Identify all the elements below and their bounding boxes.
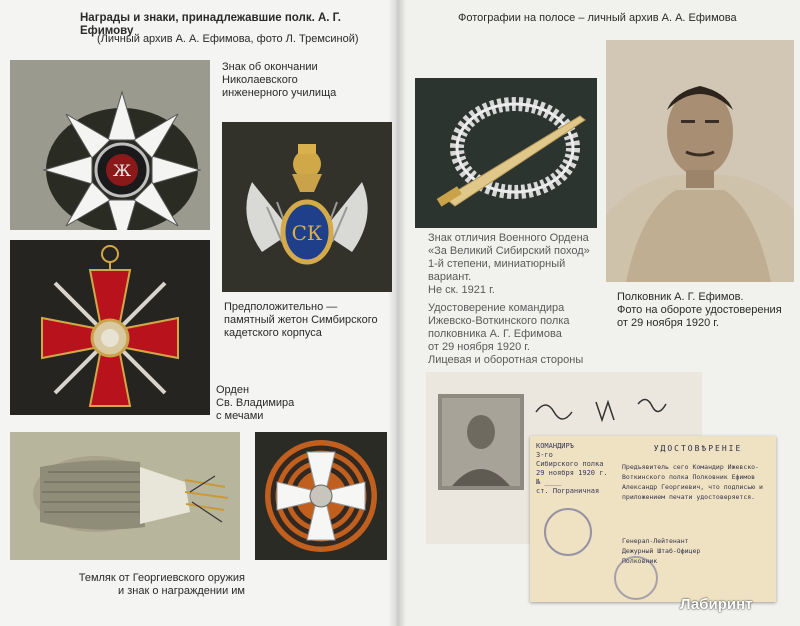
caption-cadet-token bbox=[224, 301, 384, 340]
caption-line: кадетского корпуса bbox=[224, 327, 322, 339]
caption-certificate bbox=[428, 302, 608, 367]
caption-line: Знак об окончании Николаевского bbox=[222, 61, 318, 86]
svg-text:Ж: Ж bbox=[113, 161, 131, 180]
certificate-body bbox=[622, 462, 772, 502]
caption-line: от 29 ноября 1920 г. bbox=[428, 341, 530, 353]
signature-line: Полковник bbox=[622, 557, 658, 565]
caption-line: с мечами bbox=[216, 410, 264, 422]
caption-line: Фото на обороте удостоверения bbox=[617, 304, 782, 316]
certificate-seal bbox=[544, 508, 592, 556]
caption-line: Предположительно — bbox=[224, 301, 338, 313]
labirint-watermark: Лабиринт bbox=[680, 596, 753, 613]
certificate-heading: УДОСТОВѢРЕНІЕ bbox=[653, 444, 743, 453]
caption-line: и знак о награждении им bbox=[118, 585, 245, 597]
caption-line: Орден bbox=[216, 384, 250, 396]
photo-engineering-badge bbox=[10, 60, 210, 230]
caption-line: 1-й степени, миниатюрный вариант. bbox=[428, 258, 566, 283]
stamp-line: КОМАНДИРЪ bbox=[536, 442, 574, 450]
caption-line: «За Великий Сибирский поход» bbox=[428, 245, 590, 257]
caption-portrait bbox=[617, 291, 797, 330]
caption-line: от 29 ноября 1920 г. bbox=[617, 317, 719, 329]
stamp-line: № ____ bbox=[536, 478, 562, 486]
stamp-line: Сибирского полка bbox=[536, 460, 604, 468]
certificate-stamp bbox=[536, 442, 620, 496]
stamp-line: 29 ноября 1920 г. bbox=[536, 469, 608, 477]
caption-tassel bbox=[40, 572, 245, 598]
stamp-line: ст. Пограничная bbox=[536, 487, 600, 495]
photo-cadet-token bbox=[222, 122, 392, 292]
page-header: Фотографии на полосе – личный архив А. А. Ефимова bbox=[458, 12, 737, 24]
caption-vladimir-order bbox=[216, 384, 326, 423]
photo-portrait-efimov bbox=[606, 40, 794, 282]
caption-engineering-badge bbox=[222, 61, 392, 100]
page-title: Награды и знаки, принадлежавшие полк. А. Г. Ефимову bbox=[80, 12, 341, 37]
caption-line: Св. Владимира bbox=[216, 397, 295, 409]
signature-line: Дежурный Штаб-Офицер bbox=[622, 547, 701, 555]
caption-line: полковника А. Г. Ефимова bbox=[428, 328, 562, 340]
svg-text:СК: СК bbox=[291, 221, 323, 245]
caption-line: памятный жетон Симбирского bbox=[224, 314, 378, 326]
stamp-line: 3-го bbox=[536, 451, 553, 459]
caption-line: инженерного училища bbox=[222, 87, 337, 99]
caption-line: Не ск. 1921 г. bbox=[428, 284, 495, 296]
signature-line: Генерал-Лейтенант bbox=[622, 537, 689, 545]
body-line: приложением печати удостоверяется. bbox=[622, 493, 756, 501]
caption-line: Лицевая и оборотная стороны bbox=[428, 354, 584, 366]
body-line: Предъявитель сего Командир Ижевско- bbox=[622, 463, 759, 471]
caption-line: Удостоверение командира bbox=[428, 302, 565, 314]
photo-tassel bbox=[10, 432, 240, 560]
caption-line: Ижевско-Воткинского полка bbox=[428, 315, 570, 327]
caption-line: Полковник А. Г. Ефимов. bbox=[617, 291, 744, 303]
photo-siberian-campaign-badge bbox=[415, 78, 597, 228]
body-line: Воткинского полка Полковник Ефимов bbox=[622, 473, 756, 481]
photo-st-george-badge bbox=[255, 432, 387, 560]
certificate-front bbox=[530, 436, 776, 602]
caption-line: Знак отличия Военного Ордена bbox=[428, 232, 589, 244]
caption-line: Темляк от Георгиевского оружия bbox=[78, 572, 245, 584]
page-subtitle: (Личный архив А. А. Ефимова, фото Л. Тремсиной) bbox=[97, 33, 359, 45]
caption-siberian-badge bbox=[428, 232, 608, 297]
body-line: Александр Георгиевич, что подписью и bbox=[622, 483, 763, 491]
photo-vladimir-order bbox=[10, 240, 210, 415]
certificate-seal bbox=[614, 556, 658, 600]
